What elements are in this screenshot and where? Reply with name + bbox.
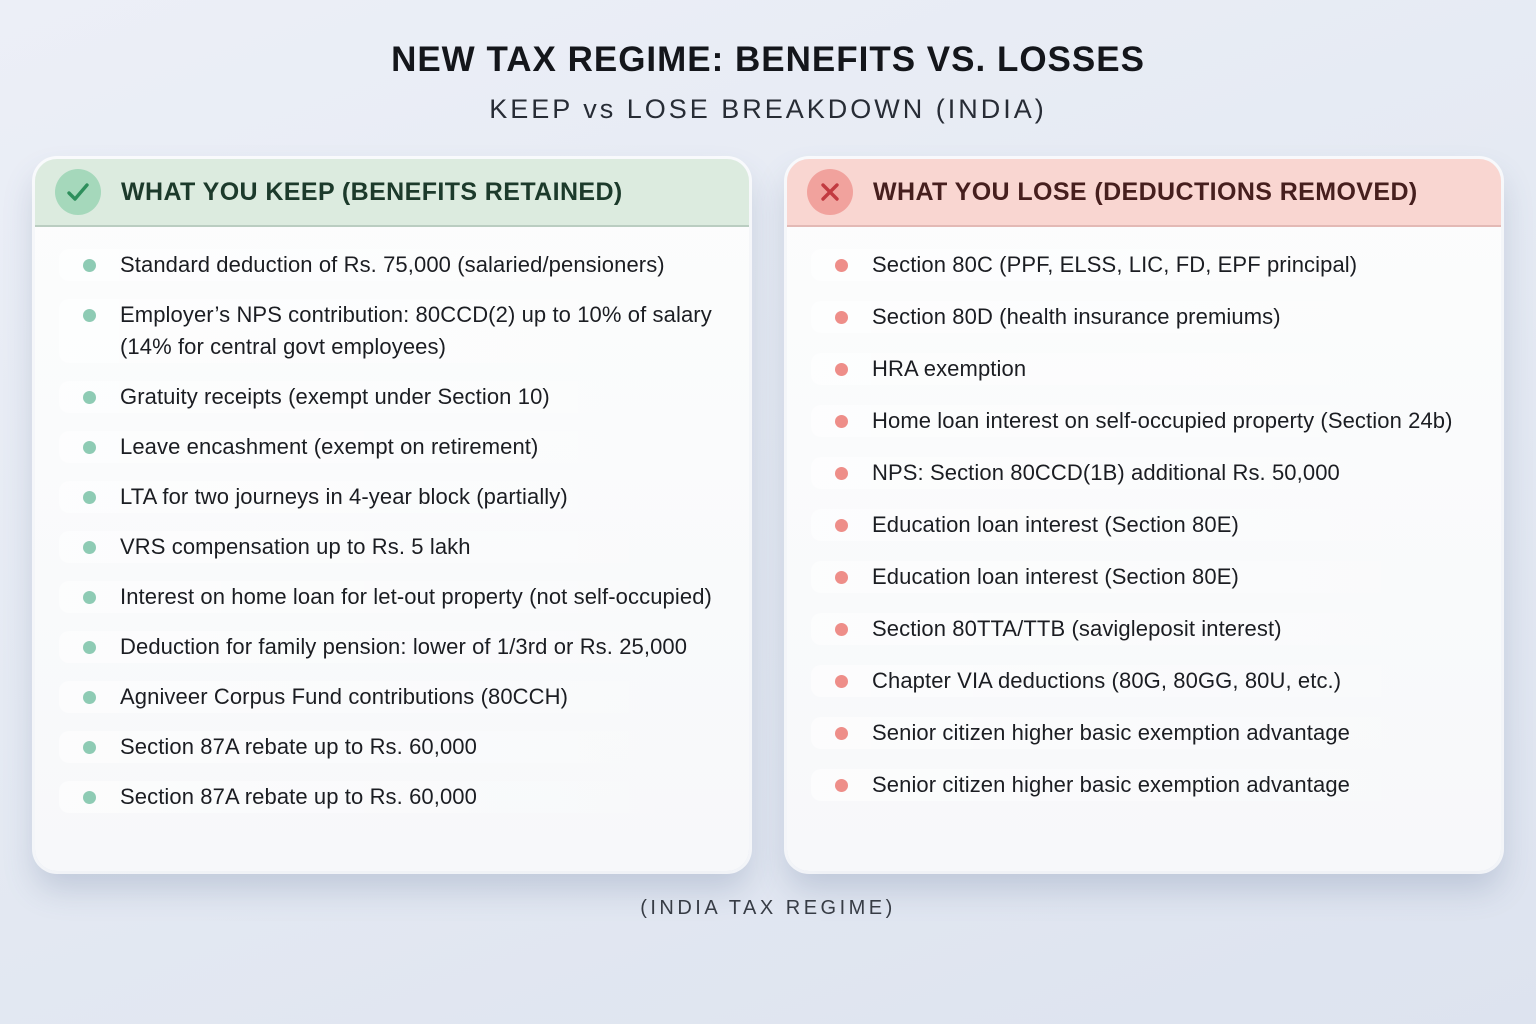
bullet-dot-icon xyxy=(83,391,96,404)
masthead xyxy=(0,0,1536,125)
list-item-text: Leave encashment (exempt on retirement) xyxy=(120,434,539,459)
list-item-text: Section 80C (PPF, ELSS, LIC, FD, EPF principal) xyxy=(872,252,1358,277)
keep-panel-title: WHAT YOU KEEP (BENEFITS RETAINED) xyxy=(121,177,623,206)
bullet-dot-icon xyxy=(83,491,96,504)
bullet-dot-icon xyxy=(83,741,96,754)
bullet-dot-icon xyxy=(83,641,96,654)
keep-panel xyxy=(35,159,749,871)
bullet-dot-icon xyxy=(83,309,96,322)
list-item xyxy=(811,613,1483,645)
list-item xyxy=(811,353,1483,385)
lose-items-list xyxy=(787,227,1501,801)
bullet-dot-icon xyxy=(835,259,848,272)
list-item xyxy=(811,717,1483,749)
page-title: NEW TAX REGIME: BENEFITS VS. LOSSES xyxy=(391,40,1145,79)
bullet-dot-icon xyxy=(835,675,848,688)
page-subtitle: KEEP vs LOSE BREAKDOWN (INDIA) xyxy=(489,94,1047,124)
x-icon xyxy=(807,169,853,215)
list-item-text: Chapter VIA deductions (80G, 80GG, 80U, etc.) xyxy=(872,668,1342,693)
bullet-dot-icon xyxy=(83,691,96,704)
lose-panel-title: WHAT YOU LOSE (DEDUCTIONS REMOVED) xyxy=(873,177,1418,206)
list-item-text: Senior citizen higher basic exemption advantage xyxy=(872,772,1350,797)
bullet-dot-icon xyxy=(83,591,96,604)
bullet-dot-icon xyxy=(83,541,96,554)
list-item xyxy=(59,531,731,563)
bullet-dot-icon xyxy=(835,623,848,636)
keep-items-list xyxy=(35,227,749,813)
list-item xyxy=(59,781,731,813)
list-item xyxy=(811,769,1483,801)
list-item xyxy=(811,457,1483,489)
list-item-text: Employer’s NPS contribution: 80CCD(2) up to 10% of salary (14% for central govt employees) xyxy=(120,302,712,359)
list-item xyxy=(59,481,731,513)
list-item-text: Section 87A rebate up to Rs. 60,000 xyxy=(120,784,477,809)
list-item xyxy=(811,405,1483,437)
list-item-text: VRS compensation up to Rs. 5 lakh xyxy=(120,534,471,559)
bullet-dot-icon xyxy=(835,415,848,428)
list-item-text: Education loan interest (Section 80E) xyxy=(872,512,1239,537)
list-item-text: Senior citizen higher basic exemption advantage xyxy=(872,720,1350,745)
panels-container xyxy=(0,159,1536,871)
bullet-dot-icon xyxy=(835,363,848,376)
bullet-dot-icon xyxy=(83,441,96,454)
footnote: (INDIA TAX REGIME) xyxy=(640,897,896,919)
list-item xyxy=(59,431,731,463)
list-item xyxy=(811,665,1483,697)
list-item-text: Gratuity receipts (exempt under Section 10) xyxy=(120,384,550,409)
list-item-text: Section 80TTA/TTB (savigleposit interest) xyxy=(872,616,1282,641)
list-item-text: Section 80D (health insurance premiums) xyxy=(872,304,1281,329)
list-item xyxy=(59,381,731,413)
lose-panel-header xyxy=(787,159,1501,227)
list-item xyxy=(59,731,731,763)
list-item-text: Interest on home loan for let-out property (not self-occupied) xyxy=(120,584,712,609)
list-item xyxy=(811,301,1483,333)
list-item-text: Deduction for family pension: lower of 1/3rd or Rs. 25,000 xyxy=(120,634,688,659)
list-item xyxy=(811,509,1483,541)
lose-panel xyxy=(787,159,1501,871)
list-item xyxy=(59,581,731,613)
list-item-text: Standard deduction of Rs. 75,000 (salaried/pensioners) xyxy=(120,252,665,277)
list-item-text: Education loan interest (Section 80E) xyxy=(872,564,1239,589)
list-item xyxy=(59,299,731,363)
list-item-text: LTA for two journeys in 4-year block (partially) xyxy=(120,484,568,509)
list-item-text: HRA exemption xyxy=(872,356,1027,381)
bullet-dot-icon xyxy=(83,791,96,804)
list-item xyxy=(811,249,1483,281)
list-item-text: Section 87A rebate up to Rs. 60,000 xyxy=(120,734,477,759)
list-item-text: NPS: Section 80CCD(1B) additional Rs. 50,000 xyxy=(872,460,1340,485)
bullet-dot-icon xyxy=(83,259,96,272)
list-item xyxy=(59,631,731,663)
list-item-text: Agniveer Corpus Fund contributions (80CCH) xyxy=(120,684,569,709)
list-item xyxy=(59,249,731,281)
list-item xyxy=(59,681,731,713)
bullet-dot-icon xyxy=(835,727,848,740)
check-icon xyxy=(55,169,101,215)
list-item xyxy=(811,561,1483,593)
bullet-dot-icon xyxy=(835,779,848,792)
keep-panel-header xyxy=(35,159,749,227)
bullet-dot-icon xyxy=(835,519,848,532)
bullet-dot-icon xyxy=(835,571,848,584)
bullet-dot-icon xyxy=(835,311,848,324)
list-item-text: Home loan interest on self-occupied property (Section 24b) xyxy=(872,408,1453,433)
bullet-dot-icon xyxy=(835,467,848,480)
